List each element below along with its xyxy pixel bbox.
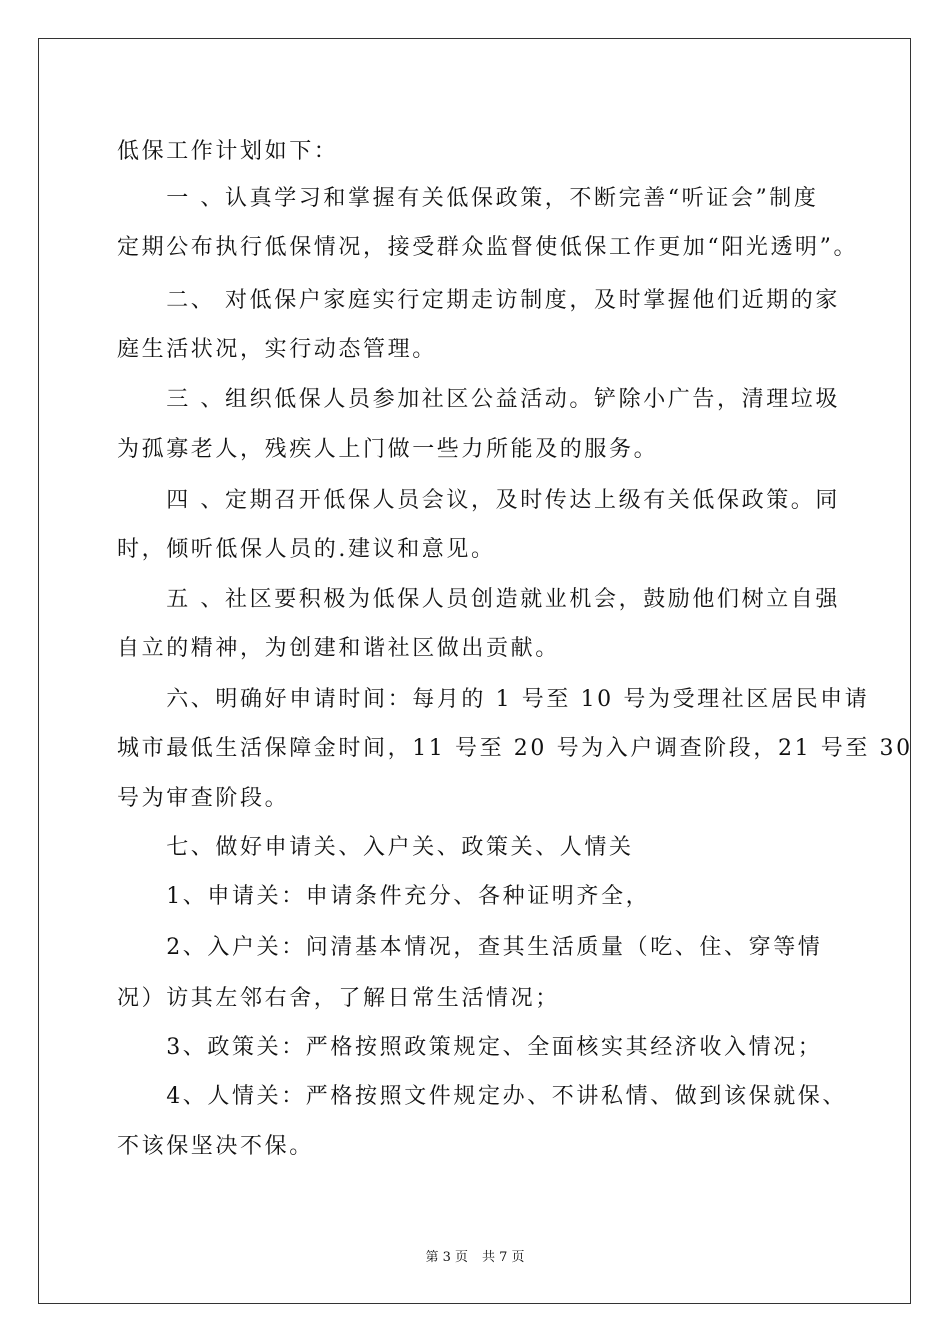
text-line: 四 、定期召开低保人员会议，及时传达上级有关低保政策。同 bbox=[117, 488, 840, 513]
page-total: 共 7 页 bbox=[482, 1250, 525, 1265]
page-number: 第 3 页 bbox=[425, 1250, 468, 1265]
text-line: 城市最低生活保障金时间，11 号至 20 号为入户调查阶段，21 号至 30 bbox=[117, 736, 913, 761]
text-line: 3、政策关：严格按照政策规定、全面核实其经济收入情况； bbox=[117, 1035, 823, 1060]
text-line: 七、做好申请关、入户关、政策关、人情关 bbox=[117, 835, 634, 860]
page-footer bbox=[0, 1250, 950, 1266]
text-line: 不该保坚决不保。 bbox=[117, 1134, 314, 1159]
text-line: 为孤寡老人，残疾人上门做一些力所能及的服务。 bbox=[117, 437, 659, 462]
text-line: 五 、社区要积极为低保人员创造就业机会，鼓励他们树立自强 bbox=[117, 587, 840, 612]
text-line: 低保工作计划如下： bbox=[117, 139, 339, 164]
text-line: 况）访其左邻右舍，了解日常生活情况； bbox=[117, 986, 560, 1011]
text-line: 六、明确好申请时间：每月的 1 号至 10 号为受理社区居民申请 bbox=[117, 687, 870, 712]
text-line: 2、入户关：问清基本情况，查其生活质量（吃、住、穿等情 bbox=[117, 935, 823, 960]
text-line: 1、申请关：申请条件充分、各种证明齐全， bbox=[117, 884, 651, 909]
text-line: 号为审查阶段。 bbox=[117, 786, 290, 811]
page-frame bbox=[38, 38, 911, 1304]
text-line: 二、 对低保户家庭实行定期走访制度，及时掌握他们近期的家 bbox=[117, 288, 840, 313]
text-line: 定期公布执行低保情况，接受群众监督使低保工作更加“阳光透明”。 bbox=[117, 235, 859, 260]
text-line: 时，倾听低保人员的.建议和意见。 bbox=[117, 537, 496, 562]
text-line: 自立的精神，为创建和谐社区做出贡献。 bbox=[117, 636, 560, 661]
text-line: 一 、认真学习和掌握有关低保政策，不断完善“听证会”制度 bbox=[117, 186, 819, 211]
text-line: 三 、组织低保人员参加社区公益活动。铲除小广告，清理垃圾 bbox=[117, 387, 840, 412]
text-line: 4、人情关：严格按照文件规定办、不讲私情、做到该保就保、 bbox=[117, 1084, 847, 1109]
text-line: 庭生活状况，实行动态管理。 bbox=[117, 337, 437, 362]
